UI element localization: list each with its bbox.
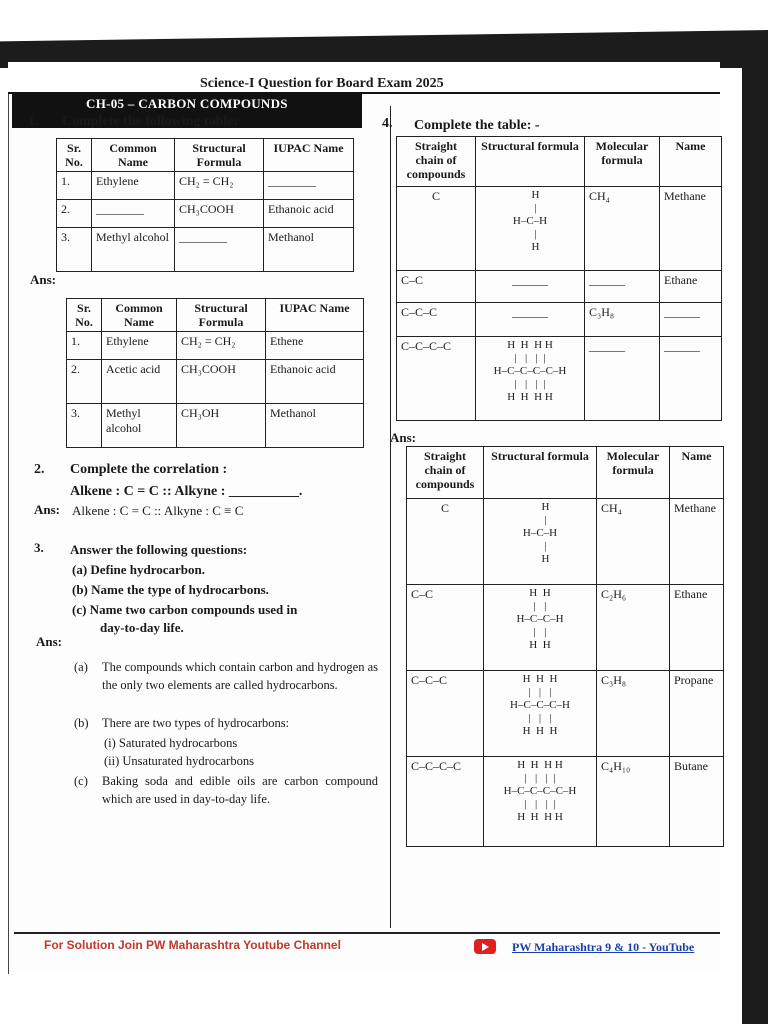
play-icon	[482, 943, 489, 951]
cell: C	[397, 187, 476, 271]
header-common-name: Common Name	[92, 139, 175, 172]
column-divider	[390, 106, 391, 928]
header-molecular-formula: Molecular formula	[597, 447, 670, 499]
q3-ans-a-label: (a)	[74, 660, 88, 674]
table-row	[67, 360, 364, 404]
header-sr-no: Sr. No.	[57, 139, 92, 172]
q3-ans-b-label: (b)	[74, 716, 89, 730]
q4-number: 4.	[382, 116, 393, 131]
header-name: Name	[670, 447, 724, 499]
cell: 1.	[67, 332, 102, 360]
table-header-row	[57, 139, 354, 172]
cell: Ethene	[266, 332, 364, 360]
q3-ans-a: The compounds which contain carbon and hydrogen as the only two elements are called hydrocarbons.	[102, 660, 378, 692]
table-row	[57, 200, 354, 228]
table-row	[67, 404, 364, 448]
youtube-link[interactable]: PW Maharashtra 9 & 10 - YouTube	[512, 940, 695, 954]
footer-divider	[14, 932, 720, 934]
cell: Methanol	[266, 404, 364, 448]
q3-ans-c-label: (c)	[74, 774, 88, 788]
cell: 3.	[67, 404, 102, 448]
header-name: Name	[660, 137, 722, 187]
q4-question: Complete the table: -	[414, 118, 540, 133]
q1-answer-table	[66, 298, 364, 448]
q3-part-c-cont: day-to-day life.	[100, 620, 184, 635]
table-row	[397, 303, 722, 337]
cell: C–C	[407, 585, 484, 671]
cell: 1.	[57, 172, 92, 200]
table-header-row	[407, 447, 724, 499]
header-common-name: Common Name	[102, 299, 177, 332]
table-row	[57, 172, 354, 200]
cell: C–C–C–C	[397, 337, 476, 421]
q4-table	[396, 136, 722, 421]
cell: CH₃COOH	[177, 360, 266, 404]
structural-formula-cell: H H H H | | | | H–C–C–C–C–H | | | | H H H H	[476, 337, 585, 421]
cell: 3.	[57, 228, 92, 272]
cell: Methane	[660, 187, 722, 271]
header-structural-formula: Structural Formula	[175, 139, 264, 172]
footer-channel-text: For Solution Join PW Maharashtra Youtube Channel	[44, 938, 341, 952]
q1-ans-label: Ans:	[30, 272, 57, 287]
table-row	[407, 671, 724, 757]
cell: C₂H₆	[597, 585, 670, 671]
cell: ______	[476, 271, 585, 303]
cell: C–C	[397, 271, 476, 303]
table-row	[67, 332, 364, 360]
q3-ans-b2: (ii) Unsaturated hydrocarbons	[104, 754, 254, 768]
q1-question: Complete the following table:	[62, 114, 239, 129]
cell: C–C–C	[407, 671, 484, 757]
header-structural-formula: Structural formula	[476, 137, 585, 187]
cell: C₃H₈	[597, 671, 670, 757]
cell: ________	[264, 172, 354, 200]
cell: C–C–C–C	[407, 757, 484, 847]
q3-ans-b1: (i) Saturated hydrocarbons	[104, 736, 238, 750]
q2-number: 2.	[34, 462, 45, 477]
q3-number: 3.	[34, 540, 44, 555]
cell: ______	[585, 271, 660, 303]
cell: 2.	[57, 200, 92, 228]
q1-table	[56, 138, 354, 272]
cell: C–C–C	[397, 303, 476, 337]
cell: ________	[175, 228, 264, 272]
cell: CH₄	[585, 187, 660, 271]
structural-formula-cell: H H H H | | | | H–C–C–C–C–H | | | | H H H H	[484, 757, 597, 847]
scan-shadow-right	[742, 36, 768, 1024]
cell: 2.	[67, 360, 102, 404]
chapter-title: CH-05 – CARBON COMPOUNDS	[86, 96, 288, 111]
structural-formula-cell: H | H–C–H | H	[484, 499, 597, 585]
cell: Ethylene	[92, 172, 175, 200]
table-row	[407, 499, 724, 585]
q2-ans-label: Ans:	[34, 502, 61, 517]
q3-part-c: (c) Name two carbon compounds used in	[72, 602, 298, 617]
q2-line: Alkene : C = C :: Alkyne : __________.	[70, 484, 303, 499]
cell: CH₃OH	[177, 404, 266, 448]
table-header-row	[397, 137, 722, 187]
table-row	[57, 228, 354, 272]
cell: C₄H₁₀	[597, 757, 670, 847]
structural-formula-cell: H H | | H–C–C–H | | H H	[484, 585, 597, 671]
header-straight-chain: Straight chain of compounds	[397, 137, 476, 187]
table-row	[407, 585, 724, 671]
cell: CH₂ = CH₂	[175, 172, 264, 200]
table-row	[397, 187, 722, 271]
header-molecular-formula: Molecular formula	[585, 137, 660, 187]
cell: Methanol	[264, 228, 354, 272]
q3-part-a: (a) Define hydrocarbon.	[72, 562, 206, 577]
header-iupac-name: IUPAC Name	[266, 299, 364, 332]
q3-ans-b: There are two types of hydrocarbons:	[102, 716, 290, 730]
cell: Butane	[670, 757, 724, 847]
header-structural-formula: Structural Formula	[177, 299, 266, 332]
structural-formula-cell: H | H–C–H | H	[476, 187, 585, 271]
q4-answer-table	[406, 446, 724, 847]
cell: Ethanoic acid	[266, 360, 364, 404]
cell: CH₃COOH	[175, 200, 264, 228]
q2-question: Complete the correlation :	[70, 462, 228, 477]
q1-number: 1.	[28, 114, 39, 129]
header-iupac-name: IUPAC Name	[264, 139, 354, 172]
cell: C	[407, 499, 484, 585]
cell: Acetic acid	[102, 360, 177, 404]
cell: Methane	[670, 499, 724, 585]
cell: CH₄	[597, 499, 670, 585]
cell: ________	[92, 200, 175, 228]
header-straight-chain: Straight chain of compounds	[407, 447, 484, 499]
q3-part-b: (b) Name the type of hydrocarbons.	[72, 582, 269, 597]
q4-ans-label: Ans:	[390, 430, 417, 445]
cell: CH₂ = CH₂	[177, 332, 266, 360]
cell: ______	[660, 337, 722, 421]
cell: Methyl alcohol	[92, 228, 175, 272]
q2-answer: Alkene : C = C :: Alkyne : C ≡ C	[72, 503, 244, 518]
table-header-row	[67, 299, 364, 332]
cell: ______	[476, 303, 585, 337]
cell: Ethane	[670, 585, 724, 671]
table-row	[397, 337, 722, 421]
header-sr-no: Sr. No.	[67, 299, 102, 332]
table-row	[407, 757, 724, 847]
q3-ans-label: Ans:	[36, 634, 63, 649]
cell: Methyl alcohol	[102, 404, 177, 448]
structural-formula-cell: H H H | | | H–C–C–C–H | | | H H H	[484, 671, 597, 757]
cell: C₃H₈	[585, 303, 660, 337]
cell: Ethane	[660, 271, 722, 303]
cell: Ethylene	[102, 332, 177, 360]
table-row	[397, 271, 722, 303]
q3-ans-c: Baking soda and edible oils are carbon compound which are used in day-to-day life.	[102, 774, 378, 806]
q3-question: Answer the following questions:	[70, 542, 248, 557]
cell: ______	[660, 303, 722, 337]
cell: Ethanoic acid	[264, 200, 354, 228]
cell: ______	[585, 337, 660, 421]
header-structural-formula: Structural formula	[484, 447, 597, 499]
cell: Propane	[670, 671, 724, 757]
page-title: Science-I Question for Board Exam 2025	[200, 76, 444, 91]
